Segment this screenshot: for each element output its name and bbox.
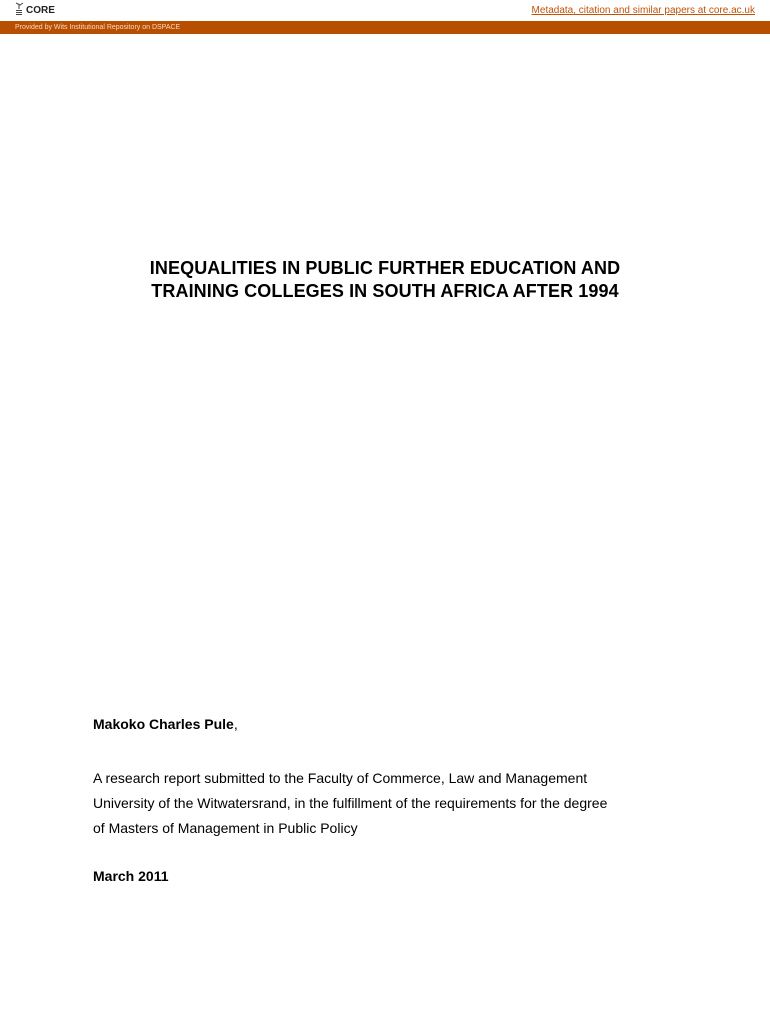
author	[93, 715, 238, 733]
title-line-2: TRAINING COLLEGES IN SOUTH AFRICA AFTER 1994	[151, 281, 619, 301]
provided-by-text: Provided by Wits Institutional Repository on DSPACE	[15, 24, 181, 31]
core-header	[0, 0, 770, 21]
core-logo[interactable]	[14, 2, 55, 16]
report-description	[93, 766, 713, 841]
description-line-1: A research report submitted to the Faculty of Commerce, Law and Management	[93, 770, 588, 786]
core-logo-text: CORE	[26, 5, 55, 16]
author-suffix: ,	[233, 716, 238, 732]
description-line-3: of Masters of Management in Public Policy	[93, 820, 358, 836]
description-line-2: University of the Witwatersrand, in the fulfillment of the requirements for the degree	[93, 795, 608, 811]
core-logo-icon	[14, 2, 24, 16]
submission-date: March 2011	[93, 868, 169, 884]
author-name: Makoko Charles Pule	[93, 716, 234, 732]
provided-by-bar	[0, 21, 770, 34]
title-line-1: INEQUALITIES IN PUBLIC FURTHER EDUCATION AND	[149, 258, 621, 278]
core-metadata-link[interactable]: Metadata, citation and similar papers at core.ac.uk	[531, 5, 755, 16]
document-title	[0, 257, 770, 303]
